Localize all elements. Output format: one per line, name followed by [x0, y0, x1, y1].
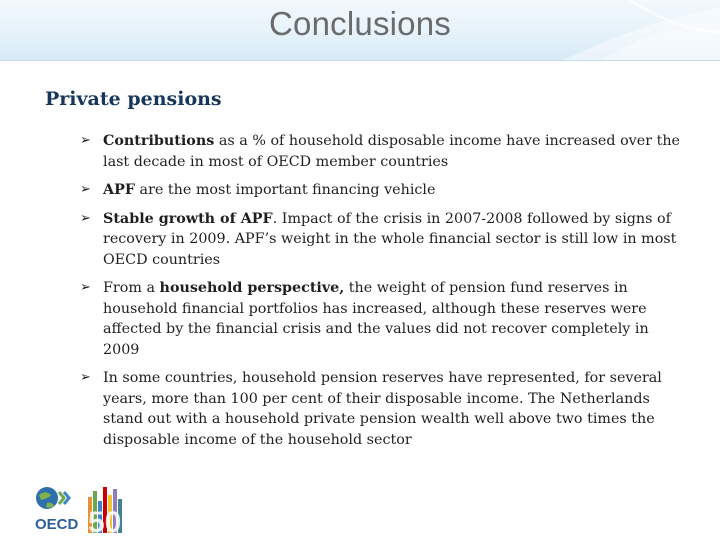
bullet-text: . Impact of the crisis in 2007-2008 followed by signs of recovery in 2009. APF’s weight in the whole financial sector is still low in most OECD countries [103, 210, 677, 268]
arrow-bullet-icon: ➢ [80, 182, 91, 197]
bullet-bold-text: Stable growth of APF [103, 210, 273, 227]
header-divider [0, 60, 720, 61]
arrow-bullet-icon: ➢ [80, 133, 91, 148]
bullet-text-prefix: From a [103, 280, 160, 296]
bullet-item [80, 180, 680, 201]
arrow-bullet-icon: ➢ [80, 280, 91, 295]
logo-org-text: OECD [35, 516, 79, 533]
bullet-text: In some countries, household pension reserves have represented, for several years, more than 100 per cent of their disposable income. The Netherlands stand out with a household private pension wealth well above two times the disposable income of the household sector [103, 370, 662, 448]
logo-anniversary-text: 50 [88, 506, 122, 535]
bullet-bold-text: APF [103, 182, 135, 198]
oecd-logo-icon [32, 483, 142, 535]
bullet-text: as a % of household disposable income have increased over the last decade in most of OECD member countries [103, 133, 681, 170]
arrow-bullet-icon: ➢ [80, 370, 91, 385]
section-title: Private pensions [45, 88, 222, 110]
bullet-item [80, 209, 680, 271]
arrow-bullet-icon: ➢ [80, 210, 91, 226]
bullet-text: the weight of pension fund reserves in household financial portfolios has increased, although these reserves were affected by the financial crisis and the values did not recover completely in 2009 [103, 280, 649, 358]
bullet-list [80, 131, 680, 458]
page-title: Conclusions [269, 5, 451, 42]
bullet-bold-text: household perspective, [159, 280, 345, 296]
header-banner [0, 0, 720, 61]
bullet-text: are the most important financing vehicle [135, 182, 436, 198]
bullet-item [80, 278, 680, 360]
bullet-item [80, 131, 680, 172]
bullet-item [80, 368, 680, 450]
bullet-bold-text: Contributions [103, 133, 215, 149]
